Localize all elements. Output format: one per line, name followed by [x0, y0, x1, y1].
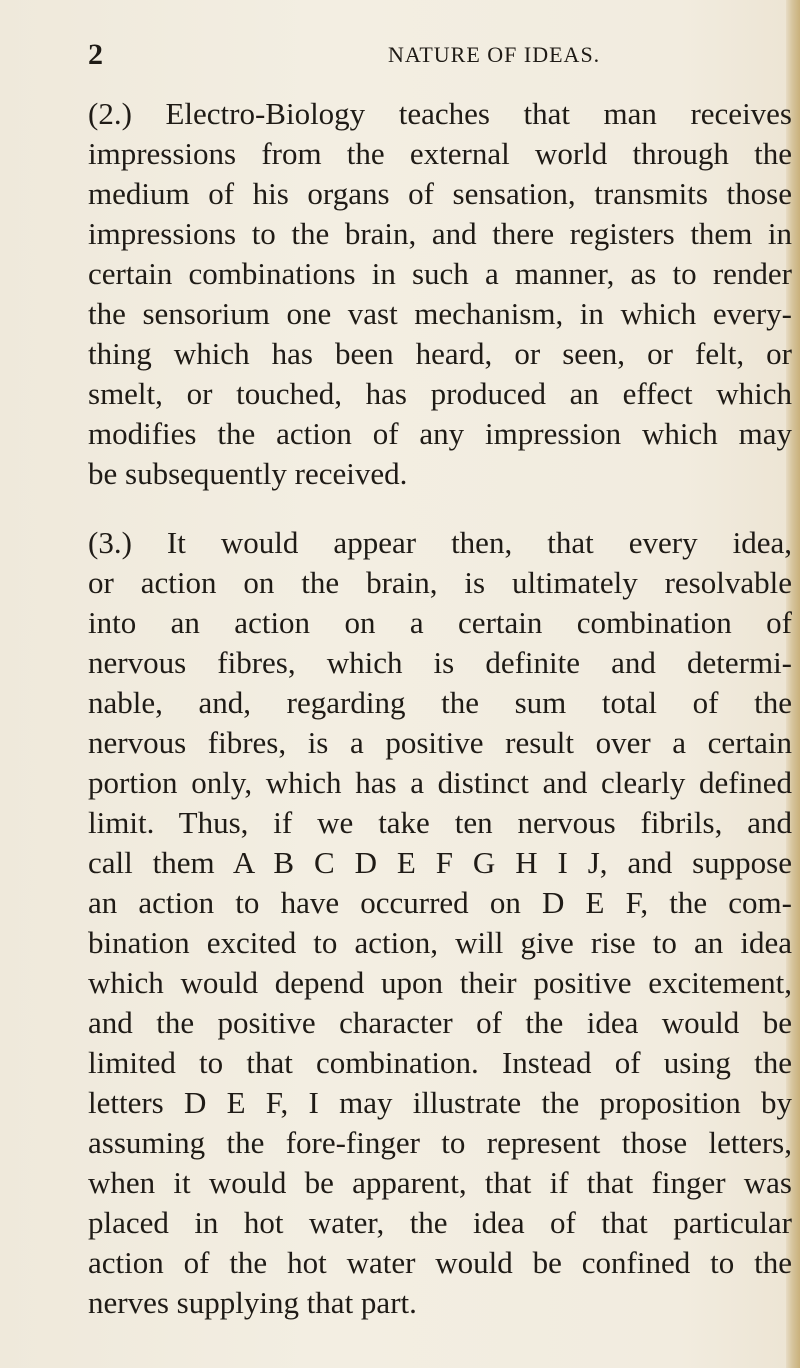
- paragraph-line: (2.) Electro-Biology teaches that man receives: [88, 96, 792, 131]
- paragraph-line: action of the hot water would be confined to the: [88, 1245, 792, 1280]
- paragraph-line: medium of his organs of sensation, transmits those: [88, 176, 792, 211]
- paragraph-line: certain combinations in such a manner, as to render: [88, 256, 792, 291]
- paragraph-line: which would depend upon their positive excitement,: [88, 965, 792, 1000]
- paragraph-line: call them A B C D E F G H I J, and suppose: [88, 845, 792, 880]
- paragraph-line: limited to that combination. Instead of using the: [88, 1045, 792, 1080]
- paragraph-line: limit. Thus, if we take ten nervous fibrils, and: [88, 805, 792, 840]
- paragraph-line: nerves supplying that part.: [88, 1285, 417, 1320]
- paragraph-line: smelt, or touched, has produced an effect which: [88, 376, 792, 411]
- paragraph-line: nervous fibres, is a positive result over a certain: [88, 725, 792, 760]
- paragraph-line: portion only, which has a distinct and clearly defined: [88, 765, 792, 800]
- paragraph-3: [88, 523, 792, 1323]
- paragraph-line: modifies the action of any impression which may: [88, 416, 792, 451]
- paragraph-line: into an action on a certain combination of: [88, 605, 792, 640]
- paragraph-line: letters D E F, I may illustrate the proposition by: [88, 1085, 792, 1120]
- paragraph-line: thing which has been heard, or seen, or felt, or: [88, 336, 792, 371]
- paragraph-line: and the positive character of the idea would be: [88, 1005, 792, 1040]
- paragraph-line: assuming the fore-finger to represent those letters,: [88, 1125, 792, 1160]
- body-text: [88, 94, 792, 1352]
- page-number: 2: [88, 38, 103, 71]
- paragraph-line: bination excited to action, will give rise to an idea: [88, 925, 792, 960]
- paragraph-2: [88, 94, 792, 494]
- paragraph-line: the sensorium one vast mechanism, in which every-: [88, 296, 792, 331]
- paragraph-line: nable, and, regarding the sum total of the: [88, 685, 792, 720]
- paragraph-line: impressions to the brain, and there registers them in: [88, 216, 792, 251]
- paragraph-line: an action to have occurred on D E F, the com-: [88, 885, 792, 920]
- running-title: NATURE OF IDEAS.: [388, 42, 601, 67]
- page-header: [88, 40, 792, 70]
- paragraph-line: when it would be apparent, that if that finger was: [88, 1165, 792, 1200]
- paragraph-line: or action on the brain, is ultimately resolvable: [88, 565, 792, 600]
- paragraph-line: impressions from the external world through the: [88, 136, 792, 171]
- paragraph-line: (3.) It would appear then, that every idea,: [88, 525, 792, 560]
- paragraph-line: placed in hot water, the idea of that particular: [88, 1205, 792, 1240]
- paragraph-line: be subsequently received.: [88, 456, 408, 491]
- paragraph-line: nervous fibres, which is definite and determi-: [88, 645, 792, 680]
